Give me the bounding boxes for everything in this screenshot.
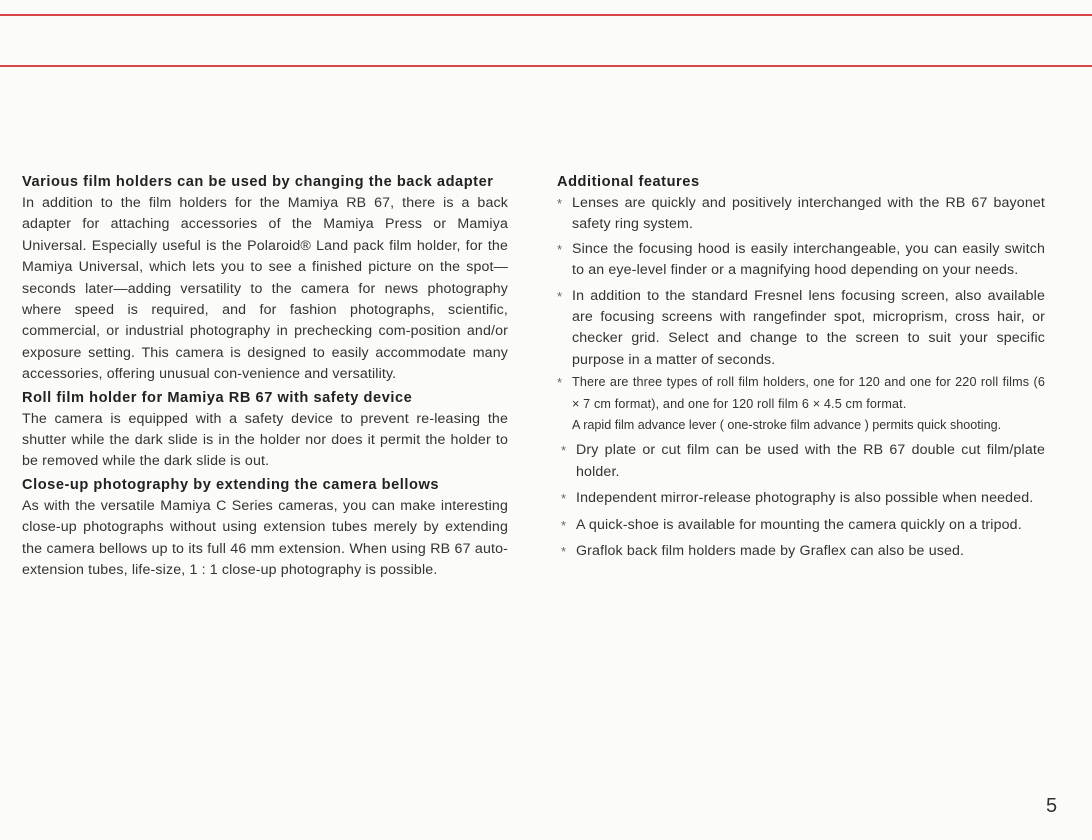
- feature-item: [557, 515, 1045, 536]
- section-roll-film-holder: [22, 388, 508, 473]
- left-column: [22, 172, 508, 584]
- page-number: 5: [1046, 795, 1058, 817]
- second-red-rule: [0, 65, 1092, 67]
- feature-subtext: A rapid film advance lever ( one-stroke film advance ) permits quick shooting.: [572, 418, 1002, 433]
- section-body: As with the versatile Mamiya C Series cameras, you can make interesting close-up photographs without using extension tubes merely by extending the camera bellows up to its full 46 mm extension. When using RB 67 auto-extension tubes, life-size, 1 : 1 close-up photography is possible.: [22, 497, 508, 579]
- section-body: In addition to the film holders for the Mamiya RB 67, there is a back adapter for attaching accessories of the Mamiya Press or Mamiya Universal. Especially useful is the Polaroid® Land pack film holder, for the Mamiya Universal, which lets you to see a finished picture on the spot—seconds later—adding versatility to the camera for news photography where speed is required, and for fashion photographs, scientific, commercial, or industrial photography in prechecking com-position and/or exposure setting. This camera is designed to easily accommodate many accessories, offering unusual con-venience and versatility.: [22, 195, 508, 383]
- feature-item: [557, 440, 1045, 483]
- feature-text: Lenses are quickly and positively interchanged with the RB 67 bayonet safety ring system.: [572, 195, 1045, 233]
- top-red-rule: [0, 14, 1092, 16]
- feature-item: [557, 193, 1045, 236]
- feature-item: [557, 286, 1045, 372]
- feature-text: A quick-shoe is available for mounting the camera quickly on a tripod.: [576, 516, 1022, 533]
- feature-item: [557, 239, 1045, 282]
- feature-item: [557, 488, 1045, 509]
- asterisk-marker: *: [557, 288, 563, 304]
- section-heading: Close-up photography by extending the camera bellows: [22, 476, 440, 493]
- asterisk-marker: *: [557, 241, 563, 257]
- asterisk-marker: *: [561, 491, 567, 507]
- section-film-holders: [22, 172, 508, 386]
- feature-text: In addition to the standard Fresnel lens focusing screen, also available are focusing screens with rangefinder spot, microprism, cross hair, or checker grid. Select and change to the screen to suit your specific purpose in a matter of seconds.: [572, 287, 1045, 368]
- feature-text: Graflok back film holders made by Graflex can also be used.: [576, 543, 965, 560]
- asterisk-marker: *: [557, 196, 563, 211]
- feature-text: There are three types of roll film holders, one for 120 and one for 220 roll films (6 × 7 cm format), and one for 120 roll film 6 × 4.5 cm format.: [572, 375, 1045, 411]
- additional-features-heading: Additional features: [557, 174, 700, 190]
- feature-item: [557, 372, 1045, 415]
- section-heading: Roll film holder for Mamiya RB 67 with safety device: [22, 389, 413, 406]
- asterisk-marker: *: [561, 517, 567, 533]
- section-close-up: [22, 475, 508, 582]
- feature-text: Since the focusing hood is easily interchangeable, you can easily switch to an eye-level finder or a magnifying hood depending on your needs.: [572, 240, 1045, 279]
- feature-item: [557, 541, 1045, 562]
- feature-text: Independent mirror-release photography is also possible when needed.: [576, 490, 1034, 507]
- section-body: The camera is equipped with a safety device to prevent re-leasing the shutter while the dark slide is in the holder nor does it permit the holder to be removed while the dark slide is out.: [22, 410, 508, 470]
- asterisk-marker: *: [557, 375, 563, 391]
- section-heading: Various film holders can be used by changing the back adapter: [22, 174, 494, 190]
- asterisk-marker: *: [561, 443, 567, 459]
- feature-text: Dry plate or cut film can be used with the RB 67 double cut film/plate holder.: [576, 442, 1045, 480]
- asterisk-marker: *: [561, 544, 567, 560]
- right-column: [557, 172, 1045, 563]
